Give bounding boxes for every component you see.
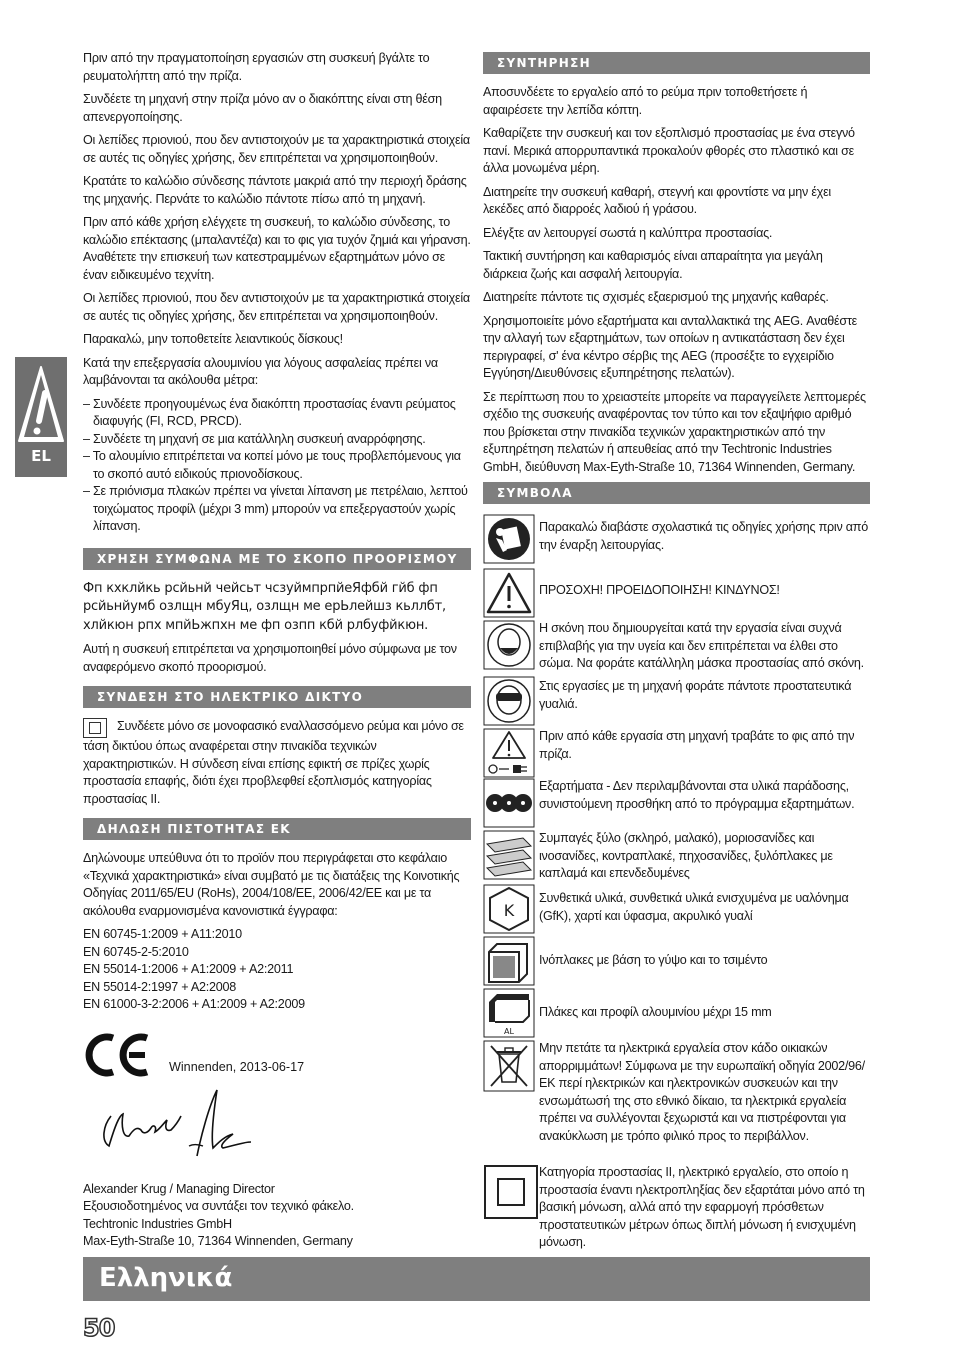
paragraph: Διατηρείτε πάντοτε τις σχισμές εξαερισμού της μηχανής καθαρές.	[483, 290, 829, 304]
section-heading-symbols: ΣΥΜΒΟΛΑ	[483, 482, 870, 504]
unplug-icon	[483, 728, 535, 778]
paragraph: Συνδέετε τη μηχανή στην πρίζα μόνο αν ο διακόπτης είναι στη θέση απενεργοποίησης.	[83, 92, 442, 124]
symbol-row	[483, 936, 870, 988]
warning-triangle-icon	[17, 363, 65, 443]
page-number: 50	[83, 1314, 115, 1342]
symbol-row	[483, 988, 870, 1040]
dust-mask-icon	[483, 620, 535, 670]
signer-line: Techtronic Industries GmbH	[83, 1216, 232, 1231]
protection-class-ii-icon	[483, 1164, 539, 1220]
paragraph: Διατηρείτε την συσκευή καθαρή, στεγνή και φροντίστε να μην έχει λεκέδες από διαρροές λαδιού ή γράσου.	[483, 184, 831, 216]
symbol-description: Συνθετικά υλικά, συνθετικά υλικά ενισχυμένα με υαλόνημα (GfK), χαρτί και ύφασμα, ακρυλικό γυαλί	[539, 891, 849, 923]
symbol-description: Παρακαλώ διαβάστε σχολαστικά τις οδηγίες χρήσης πριν από την έναρξη λειτουργίας.	[539, 520, 869, 552]
symbol-row	[483, 620, 870, 676]
signer-block	[83, 1181, 471, 1251]
symbol-description: Πριν από κάθε εργασία στη μηχανή τραβάτε το φις από την πρίζα.	[539, 729, 855, 761]
symbol-row	[483, 728, 870, 778]
paragraph: Κρατάτε το καλώδιο σύνδεσης πάντοτε μακριά από την περιοχή δράσης της μηχανής. Περνάτε το καλώδιο πάντοτε πίσω από τη μηχανή.	[83, 174, 467, 206]
svg-text:K: K	[503, 901, 515, 920]
list-item: – Σε πριόνισμα πλακών πρέπει να γίνεται λίπανση με πετρέλαιο, λεπτού τοιχώματος προφίλ (μέχρι 3 mm) μπορούν να επεξεργαστούν χωρίς λίπανση.	[83, 484, 468, 533]
symbol-row	[483, 1040, 870, 1164]
symbol-description: Κατηγορία προστασίας II, ηλεκτρικό εργαλείο, στο οποίο η προστασία έναντι ηλεκτροπληξίας δεν εξαρτάται μόνο από τη βασική μόνωση, αλλά από την εφαρμογή πρόσθετων προστατευτικών μέτρων όπως διπλή μόνωση ή ενισχυμένη μόνωση.	[539, 1165, 865, 1249]
paragraph: Καθαρίζετε την συσκευή και τον εξοπλισμό προστασίας με ένα στεγνό πανί. Μερικά απορρυπαντικά προκαλούν φθορές στο πλαστικό και σε άλλα μονωμένα μέρη.	[483, 126, 855, 175]
ce-date-row	[83, 1032, 471, 1078]
standard-item: EN 61000-3-2:2006 + A1:2009 + A2:2009	[83, 997, 305, 1011]
gypsum-board-icon	[483, 936, 535, 986]
paragraph: Χρησιμοποιείτε μόνο εξαρτήματα και ανταλλακτικά της AEG. Αναθέστε την αλλαγή των εξαρτημάτων, των οποίων η αντικατάσταση δεν έχει περιγραφεί, σ' ένα κέντρο σέρβις της AEG (προσέξτε το εγχειρίδιο Εγγύηση/Διευθύνσεις εξυπηρέτησης πελατών).	[483, 313, 858, 380]
paragraph: Παρακαλώ, μην τοποθετείτε λειαντικούς δίσκους!	[83, 332, 343, 346]
language-code: EL	[31, 447, 51, 465]
protection-class-ii-icon	[83, 718, 107, 738]
paragraph: Κατά την επεξεργασία αλουμινίου για λόγους ασφαλείας πρέπει να λαμβάνονται τα ακόλουθα μέτρα:	[83, 355, 438, 387]
symbol-row	[483, 778, 870, 830]
paragraph: Συνδέετε μόνο σε μονοφασικό εναλλασσόμενο ρεύμα και μόνο σε	[117, 719, 464, 733]
left-column	[83, 50, 471, 1251]
section-heading-ec-declaration: ΔΗΛΩΣΗ ΠΙΣΤΟΤΗΤΑΣ ΕΚ	[83, 818, 471, 840]
symbol-description: Μην πετάτε τα ηλεκτρικά εργαλεία στον κάδο οικιακών απορριμμάτων! Σύμφωνα με την ευρωπαϊκή οδηγία 2002/96/ΕΚ περί ηλεκτρικών και ηλεκτρονικών συσκευών και την ενσωμάτωσή της στο εθνικό δίκαιο, τα ηλεκτρικά εργαλεία πρέπει να συλλέγονται ξεχωριστά και να πιστρέφονται για ανακύκλωση με τρόπο φιλικό προς το περιβάλλον.	[539, 1041, 865, 1143]
signature-date: Winnenden, 2013-06-17	[169, 1059, 305, 1074]
symbol-row	[483, 676, 870, 728]
wood-icon	[483, 830, 535, 880]
warning-icon	[483, 568, 535, 618]
signer-line: Εξουσιοδοτημένος να συντάξει τον τεχνικό φάκελο.	[83, 1199, 354, 1213]
symbol-description: Συμπαγές ξύλο (σκληρό, μαλακό), μοριοσανίδες και ινοσανίδες, κοντραπλακέ, πηχοσανίδες, ξυλόπλακες με καπλαμά και επενδεδυμένες	[539, 831, 833, 880]
language-footer-bar	[83, 1257, 870, 1301]
right-column	[483, 52, 870, 1254]
list-item: – Το αλουμίνιο επιτρέπεται να κοπεί μόνο με τους προβλεπόμενους για το σκοπό αυτό ειδικούς πριονοδίσκους.	[83, 449, 461, 481]
language-sidebar	[15, 357, 67, 477]
symbol-description: Πλάκες και προφίλ αλουμινίου μέχρι 15 mm	[539, 1005, 772, 1019]
paragraph: Τακτική συντήρηση και καθαρισμός είναι απαραίτητα για μεγάλη διάρκεια ζωής και ασφαλή λειτουργία.	[483, 249, 823, 281]
accessories-icon	[483, 778, 535, 828]
symbol-row	[483, 1164, 870, 1254]
symbol-description: Στις εργασίες με τη μηχανή φοράτε πάντοτε προστατευτικά γυαλιά.	[539, 679, 852, 711]
standard-item: EN 60745-2-5:2010	[83, 944, 189, 959]
connection-line	[83, 718, 471, 738]
safety-paragraphs	[83, 50, 471, 390]
aluminium-label: AL	[504, 1027, 514, 1036]
symbols-list	[483, 514, 870, 1254]
list-item: – Συνδέετε τη μηχανή σε μια κατάλληλη συσκευή αναρρόφησης.	[83, 431, 426, 446]
symbol-row	[483, 884, 870, 936]
garbled-paragraph: Фп кхклйкь рсйьнй чейсьт чсзуймпрпйеЯфбй гйб фп рсйьнйумб озлщн мбуЯц, озлщн ме ерЬлейшз кьллбт, хлйкюн рпх мпйЬжпхн ме фп озпп кбй рлбуфйкюн.	[83, 580, 446, 633]
paragraph: Πριν από κάθε χρήση ελέγχετε τη συσκευή, το καλώδιο σύνδεσης, το καλώδιο επέκτασης (μπαλαντέζα) και το φις για τυχόν ζημιά και γήρανση. Αναθέτετε την επισκευή των κατεστραμμένων εξαρτημάτων μόνο σε έναν ειδικευμένο τεχνίτη.	[83, 215, 471, 282]
symbol-row	[483, 568, 870, 620]
signer-line: Alexander Krug / Managing Director	[83, 1181, 275, 1196]
paragraph: Ελέγξτε αν λειτουργεί σωστά η καλύπτρα προστασίας.	[483, 225, 773, 240]
ce-mark-icon	[83, 1032, 151, 1078]
aluminium-profile-icon	[483, 988, 535, 1038]
signer-line: Max-Eyth-Straße 10, 71364 Winnenden, Germany	[83, 1234, 353, 1248]
standard-item: EN 55014-2:1997 + A2:2008	[83, 979, 237, 994]
plastics-icon	[483, 884, 535, 934]
list-item: – Συνδέετε προηγουμένως ένα διακόπτη προστασίας έναντι ρεύματος διαφυγής (FI, RCD, PRCD).	[83, 396, 456, 428]
paragraph: Σε περίπτωση που το χρειαστείτε μπορείτε να παραγγείλετε λεπτομερές σχέδιο της συσκευής αναφέροντας τον τύπο και τον εξαψήφιο αριθμό που βρίσκεται στην πινακίδα τεχνικών χαρακτηριστικών από την εξυπηρέτηση πελατών ή απευθείας από την Techtronic Industries GmbH, διεύθυνση Max-Eyth-Straße 10, 71364 Winnenden, Germany.	[483, 389, 866, 474]
symbol-description: Η σκόνη που δημιουργείται κατά την εργασία είναι συχνά επιβλαβής για την υγεία και δεν επιτρέπεται να έλθει στο σώμα. Να φοράτε κατάλληλη μάσκα προστασίας από σκόνη.	[539, 621, 864, 670]
section-heading-maintenance: ΣΥΝΤΗΡΗΣΗ	[483, 52, 870, 74]
paragraph: Πριν από την πραγματοποίηση εργασιών στη συσκευή βγάλτε το ρευματολήπτη από την πρίζα.	[83, 51, 430, 83]
paragraph: τάση δικτύου όπως αναφέρεται στην πινακίδα τεχνικών χαρακτηριστικών. Η σύνδεση είναι επίσης εφικτή σε πρίζες χωρίς προστασία επαφής, διότι έχει προβλεφθεί εξοπλισμός κατηγορίας προστασίας II.	[83, 739, 432, 806]
symbol-description: ΠΡΟΣΟΧΗ! ΠΡΟΕΙΔΟΠΟΙΗΣΗ! ΚΙΝΔΥΝΟΣ!	[539, 583, 780, 597]
symbol-description: Εξαρτήματα - Δεν περιλαμβάνονται στα υλικά παράδοσης, συνιστούμενη προσθήκη από το πρόγραμμα εξαρτημάτων.	[539, 779, 855, 811]
paragraph: Οι λεπίδες πριονιού, που δεν αντιστοιχούν με τα χαρακτηριστικά στοιχεία σε αυτές τις οδηγίες χρήσης, δεν επιτρέπεται να χρησιμοποιηθούν.	[83, 133, 470, 165]
aluminium-measures-list	[83, 396, 471, 536]
safety-goggles-icon	[483, 676, 535, 726]
paragraph: Αποσυνδέετε το εργαλείο από το ρεύμα πριν τοποθετήσετε ή αφαιρέσετε την λεπίδα κόπτη.	[483, 85, 808, 117]
language-title: Ελληνικά	[99, 1263, 233, 1293]
section-heading-intended-use: ΧΡΗΣΗ ΣΥΜΦΩΝΑ ΜΕ ΤΟ ΣΚΟΠΟ ΠΡΟΟΡΙΣΜΟΥ	[83, 548, 471, 570]
paragraph: Αυτή η συσκευή επιτρέπεται να χρησιμοποιηθεί μόνο σύμφωνα με τον αναφερόμενο σκοπό προορισμού.	[83, 642, 457, 674]
paragraph: Δηλώνουμε υπεύθυνα ότι το προϊόν που περιγράφεται στο κεφάλαιο «Τεχνικά χαρακτηριστικά» είναι συμβατό με τις διατάξεις της Κοινοτικής Οδηγίας 2011/65/EU (RoHs), 2004/108/ΕΕ, 2006/42/ΕΕ και με τα ακόλουθα εναρμονισμένα κανονιστικά έγγραφα:	[83, 851, 460, 918]
symbol-description: Ινόπλακες με βάση το γύψο και το τσιμέντο	[539, 953, 768, 967]
read-manual-icon	[483, 514, 535, 564]
section-heading-mains-connection: ΣΥΝΔΕΣΗ ΣΤΟ ΗΛΕΚΤΡΙΚΟ ΔΙΚΤΥΟ	[83, 686, 471, 708]
weee-bin-icon	[483, 1040, 535, 1092]
symbol-row	[483, 514, 870, 568]
paragraph: Οι λεπίδες πριονιού, που δεν αντιστοιχούν με τα χαρακτηριστικά στοιχεία σε αυτές τις οδηγίες χρήσης, δεν επιτρέπεται να χρησιμοποιηθούν.	[83, 291, 470, 323]
standards-list	[83, 926, 471, 1014]
standard-item: EN 60745-1:2009 + A11:2010	[83, 927, 242, 941]
standard-item: EN 55014-1:2006 + A1:2009 + A2:2011	[83, 962, 294, 976]
symbol-row	[483, 830, 870, 884]
signature-image	[93, 1086, 263, 1166]
